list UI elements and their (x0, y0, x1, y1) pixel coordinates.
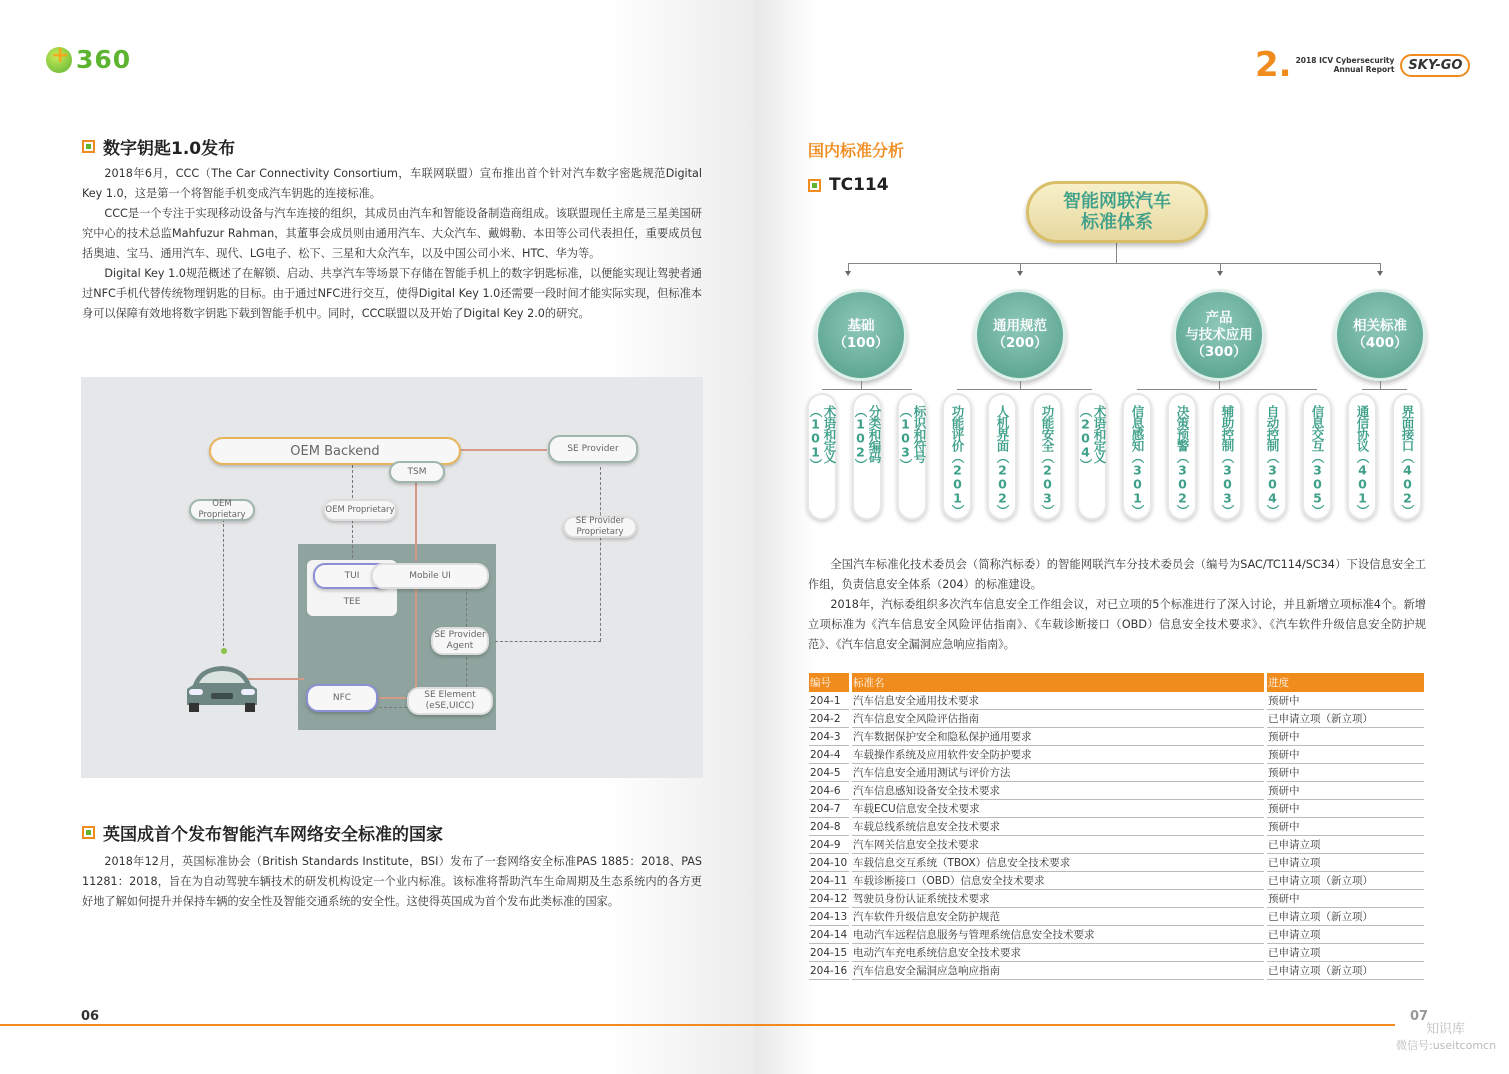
oem-car-dashed-link (223, 519, 224, 651)
table-row (809, 710, 1424, 728)
cell-status: 预研中 (1267, 890, 1424, 908)
se-provider-proprietary-node: SE Provider Proprietary (563, 516, 637, 538)
agent-element-dashed-link (466, 657, 467, 687)
cell-status: 已申请立项（新立项） (1267, 962, 1424, 980)
table-row (809, 944, 1424, 962)
table-row (809, 836, 1424, 854)
table-row (809, 764, 1424, 782)
cell-name: 车载信息交互系统（TBOX）信息安全技术要求 (852, 854, 1264, 872)
cell-status: 已申请立项 (1267, 854, 1424, 872)
branch-node-200 (974, 289, 1066, 381)
nfc-se-link (379, 697, 406, 699)
branch-code: （100） (833, 335, 889, 351)
leaf-203 (1032, 393, 1062, 520)
report-title-line1: 2018 ICV Cybersecurity (1295, 56, 1395, 65)
table-row (809, 962, 1424, 980)
table-row (809, 926, 1424, 944)
tree-line (822, 389, 912, 390)
paragraph: 2018年，汽标委组织多次汽车信息安全工作组会议，对已立项的5个标准进行了深入讨论，并且新增立项标准4个。新增立项标准为《汽车信息安全风险评估指南》、《车载诊断接口（OBD）信息安全技术要求》、《汽车软件升级信息安全防护规范》、《汽车信息安全漏洞应急响应指南》。 (808, 598, 1426, 651)
col-header-id: 编号 (809, 673, 849, 692)
cell-id: 204-12 (809, 890, 849, 908)
se-provider-node: SE Provider (548, 435, 638, 463)
standards-table (806, 673, 1427, 980)
cell-name: 电动汽车充电系统信息安全技术要求 (852, 944, 1264, 962)
se-agent-dashed-link (495, 641, 601, 642)
cell-id: 204-10 (809, 854, 849, 872)
tsm-mobile-link (415, 481, 417, 561)
leaf-204 (1077, 393, 1107, 520)
cell-id: 204-13 (809, 908, 849, 926)
cell-status: 预研中 (1267, 764, 1424, 782)
report-title (1296, 56, 1395, 74)
cell-id: 204-1 (809, 692, 849, 710)
branch-label: 产品 (1205, 309, 1233, 326)
leaf-302 (1167, 393, 1197, 520)
cell-id: 204-6 (809, 782, 849, 800)
tree-line (1020, 381, 1021, 389)
leaf-202 (987, 393, 1017, 520)
cell-id: 204-7 (809, 800, 849, 818)
tee-label: TEE (343, 597, 361, 607)
cell-status: 已申请立项（新立项） (1267, 908, 1424, 926)
table-row (809, 908, 1424, 926)
branch-code: （400） (1352, 335, 1408, 351)
cell-id: 204-8 (809, 818, 849, 836)
leaf-label: 功能安全（203） (1040, 405, 1055, 516)
cell-id: 204-9 (809, 836, 849, 854)
section-title-uk-standard (82, 820, 443, 845)
footer-bar-left (0, 1024, 755, 1026)
cell-name: 车载诊断接口（OBD）信息安全技术要求 (852, 872, 1264, 890)
se-provider-dashed-link (600, 467, 601, 641)
chapter-number: 2. (1255, 45, 1292, 85)
leaf-label: 界面接口（402） (1400, 405, 1415, 516)
leaf-304 (1257, 393, 1287, 520)
cell-status: 预研中 (1267, 782, 1424, 800)
tree-root-stem (1116, 243, 1117, 263)
arrow-down-icon (845, 271, 851, 276)
paragraph: 2018年6月，CCC（The Car Connectivity Consortium，车联网联盟）宣布推出首个针对汽车数字密匙规范Digital Key 1.0，这是第一个将智能手机变成汽车钥匙的连接标准。 (82, 167, 702, 200)
leaf-label: 人机界面（202） (995, 405, 1010, 516)
tree-line (1137, 389, 1317, 390)
tree-top-bar (848, 263, 1381, 264)
cell-id: 204-5 (809, 764, 849, 782)
report-header (1255, 45, 1470, 85)
col-header-status: 进度 (1267, 673, 1424, 692)
mobile-se-link (415, 587, 417, 699)
cell-name: 电动汽车远程信息服务与管理系统信息安全技术要求 (852, 926, 1264, 944)
cell-status: 预研中 (1267, 800, 1424, 818)
tree-root-node (1026, 181, 1208, 243)
tc114-body (808, 555, 1426, 655)
arrow-down-icon (1377, 271, 1383, 276)
tree-line (1380, 381, 1381, 389)
branch-node-400 (1334, 289, 1426, 381)
leaf-101 (807, 393, 837, 520)
table-row (809, 728, 1424, 746)
nfc-node: NFC (306, 684, 378, 712)
branch-code: （300） (1191, 343, 1247, 360)
arrow-down-icon (1017, 271, 1023, 276)
cell-status: 预研中 (1267, 818, 1424, 836)
cell-status: 预研中 (1267, 692, 1424, 710)
leaf-label: 术语和定义（204） (1078, 405, 1107, 470)
table-row (809, 692, 1424, 710)
tree-line (861, 381, 862, 389)
mobile-ui-node: Mobile UI (371, 563, 489, 589)
table-row (809, 890, 1424, 908)
cell-name: 汽车信息安全通用测试与评价方法 (852, 764, 1264, 782)
page-number-left: 06 (81, 1009, 100, 1024)
leaf-301 (1122, 393, 1152, 520)
mobile-agent-dashed-link (466, 587, 467, 627)
tree-line (957, 389, 1092, 390)
cell-status: 已申请立项（新立项） (1267, 872, 1424, 890)
cell-status: 已申请立项 (1267, 926, 1424, 944)
table-row (809, 746, 1424, 764)
root-line1: 智能网联汽车 (1063, 191, 1171, 212)
table-row (809, 818, 1424, 836)
section-title-digital-key (82, 134, 235, 159)
report-title-line2: Annual Report (1333, 65, 1395, 74)
cell-name: 汽车信息安全通用技术要求 (852, 692, 1264, 710)
leaf-label: 辅助控制（303） (1220, 405, 1235, 516)
section2-body (82, 852, 702, 912)
bullet-square-icon (82, 140, 95, 153)
tc114-text: TC114 (829, 175, 889, 195)
logo-ball-icon (46, 47, 72, 73)
section-title-text: 英国成首个发布智能汽车网络安全标准的国家 (103, 825, 443, 845)
leaf-102 (852, 393, 882, 520)
branch-node-300 (1173, 289, 1265, 381)
leaf-label: 决策预警（302） (1175, 405, 1190, 516)
branch-label: 相关标准 (1353, 318, 1407, 334)
oem-proprietary-node-2: OEM Proprietary (323, 499, 397, 521)
section1-body (82, 164, 702, 324)
leaf-305 (1302, 393, 1332, 520)
cell-status: 已申请立项 (1267, 836, 1424, 854)
cell-id: 204-16 (809, 962, 849, 980)
paragraph: 2018年12月，英国标准协会（British Standards Institute，BSI）发布了一套网络安全标准PAS 1885：2018、PAS 11281：2018，旨在为自动驾驶车辆技术的研发机构设定一个业内标准。该标准将帮助汽车生命周期及生态系统内的各方更好地了解如何提升并保持车辆的安全性及智能交通系统的安全性。这使得英国成为首个发布此类标准的国家。 (82, 855, 702, 908)
tsm-node: TSM (389, 461, 445, 483)
branch-node-100 (815, 289, 907, 381)
leaf-401 (1347, 393, 1377, 520)
wechat-watermark (1396, 1018, 1496, 1053)
car-icon (183, 661, 261, 713)
branch-label: 基础 (847, 318, 875, 334)
table-header-row (809, 673, 1424, 692)
leaf-303 (1212, 393, 1242, 520)
nfc-element-dashed-link (379, 707, 407, 708)
cell-status: 预研中 (1267, 746, 1424, 764)
branch-code: （200） (992, 335, 1048, 351)
cell-id: 204-15 (809, 944, 849, 962)
cell-name: 汽车信息感知设备安全技术要求 (852, 782, 1264, 800)
cell-name: 车载ECU信息安全技术要求 (852, 800, 1264, 818)
section-title-text: 数字钥匙1.0发布 (103, 139, 236, 159)
page-number-right: 07 (1410, 1009, 1429, 1024)
se-element-node: SE Element (eSE,UICC) (407, 687, 493, 715)
leaf-201 (942, 393, 972, 520)
car-signal-dot (221, 648, 227, 654)
cell-name: 汽车信息安全漏洞应急响应指南 (852, 962, 1264, 980)
cell-name: 汽车网关信息安全技术要求 (852, 836, 1264, 854)
branch-label: 与技术应用 (1185, 326, 1253, 343)
logo-360 (46, 45, 131, 74)
cell-id: 204-3 (809, 728, 849, 746)
leaf-label: 分类和编码（102） (853, 405, 882, 470)
cell-name: 汽车数据保护安全和隐私保护通用要求 (852, 728, 1264, 746)
backend-provider-link (459, 449, 547, 451)
paragraph: 全国汽车标准化技术委员会（简称汽标委）的智能网联汽车分技术委员会（编号为SAC/TC114/SC34）下设信息安全工作组，负责信息安全体系（204）的标准建设。 (808, 558, 1426, 591)
arrow-down-icon (1217, 271, 1223, 276)
leaf-label: 功能评价（201） (950, 405, 965, 516)
leaf-label: 信息交互（305） (1310, 405, 1325, 516)
cell-id: 204-4 (809, 746, 849, 764)
table-row (809, 782, 1424, 800)
oem-proprietary-node-1: OEM Proprietary (189, 499, 255, 521)
table-row (809, 872, 1424, 890)
tui-node: TUI (313, 563, 391, 589)
skygo-logo: SKY-GO (1400, 54, 1470, 77)
tc114-heading (808, 175, 889, 195)
bullet-square-icon (82, 826, 95, 839)
logo-text: 360 (76, 45, 132, 74)
cell-id: 204-2 (809, 710, 849, 728)
cell-id: 204-14 (809, 926, 849, 944)
table-row (809, 800, 1424, 818)
col-header-name: 标准名 (852, 673, 1264, 692)
cell-status: 已申请立项（新立项） (1267, 710, 1424, 728)
oem-backend-node: OEM Backend (209, 437, 461, 465)
cell-status: 已申请立项 (1267, 944, 1424, 962)
leaf-label: 信息感知（301） (1130, 405, 1145, 516)
footer-bar-right (755, 1024, 1395, 1026)
leaf-label: 自动控制（304） (1265, 405, 1280, 516)
digital-key-architecture-diagram (81, 377, 703, 778)
watermark-account: 微信号:useitcomcn (1396, 1039, 1497, 1052)
cell-status: 预研中 (1267, 728, 1424, 746)
se-provider-agent-node: SE Provider Agent (431, 627, 489, 655)
tree-line (1219, 381, 1220, 389)
leaf-label: 标识和符号（103） (898, 405, 927, 470)
cell-name: 车载总线系统信息安全技术要求 (852, 818, 1264, 836)
tree-line (1362, 389, 1407, 390)
table-row (809, 854, 1424, 872)
leaf-label: 通信协议（401） (1355, 405, 1370, 516)
domestic-standards-heading: 国内标准分析 (808, 141, 905, 160)
cell-name: 汽车信息安全风险评估指南 (852, 710, 1264, 728)
paragraph: Digital Key 1.0规范概述了在解锁、启动、共享汽车等场景下存储在智能手机上的数字钥匙标准，以便能实现让驾驶者通过NFC手机代替传统物理钥匙的目标。由于通过NFC进行交互，使得Digital Key 1.0还需要一段时间才能实际实现，但标准本身可以保障有效地将数字钥匙下载到智能手机中。同时，CCC联盟以及开始了Digital Key 2.0的研究。 (82, 267, 702, 320)
cell-name: 车载操作系统及应用软件安全防护要求 (852, 746, 1264, 764)
leaf-103 (897, 393, 927, 520)
root-line2: 标准体系 (1081, 212, 1153, 233)
bullet-square-icon (808, 179, 821, 192)
leaf-label: 术语和定义（101） (808, 405, 837, 470)
watermark-title: 知识库 (1426, 1022, 1466, 1037)
cell-name: 驾驶员身份认证系统技术要求 (852, 890, 1264, 908)
cell-name: 汽车软件升级信息安全防护规范 (852, 908, 1264, 926)
branch-label: 通用规范 (993, 318, 1047, 334)
cell-id: 204-11 (809, 872, 849, 890)
leaf-402 (1392, 393, 1422, 520)
paragraph: CCC是一个专注于实现移动设备与汽车连接的组织，其成员由汽车和智能设备制造商组成。该联盟现任主席是三星美国研究中心的技术总监Mahfuzur Rahman，其董事会成员则由通用汽车、大众汽车、戴姆勒、本田等公司代表担任，重要成员包括奥迪、宝马、通用汽车、现代、LG电子、松下、三星和大众汽车，以及中国公司小米、HTC、华为等。 (82, 207, 702, 260)
